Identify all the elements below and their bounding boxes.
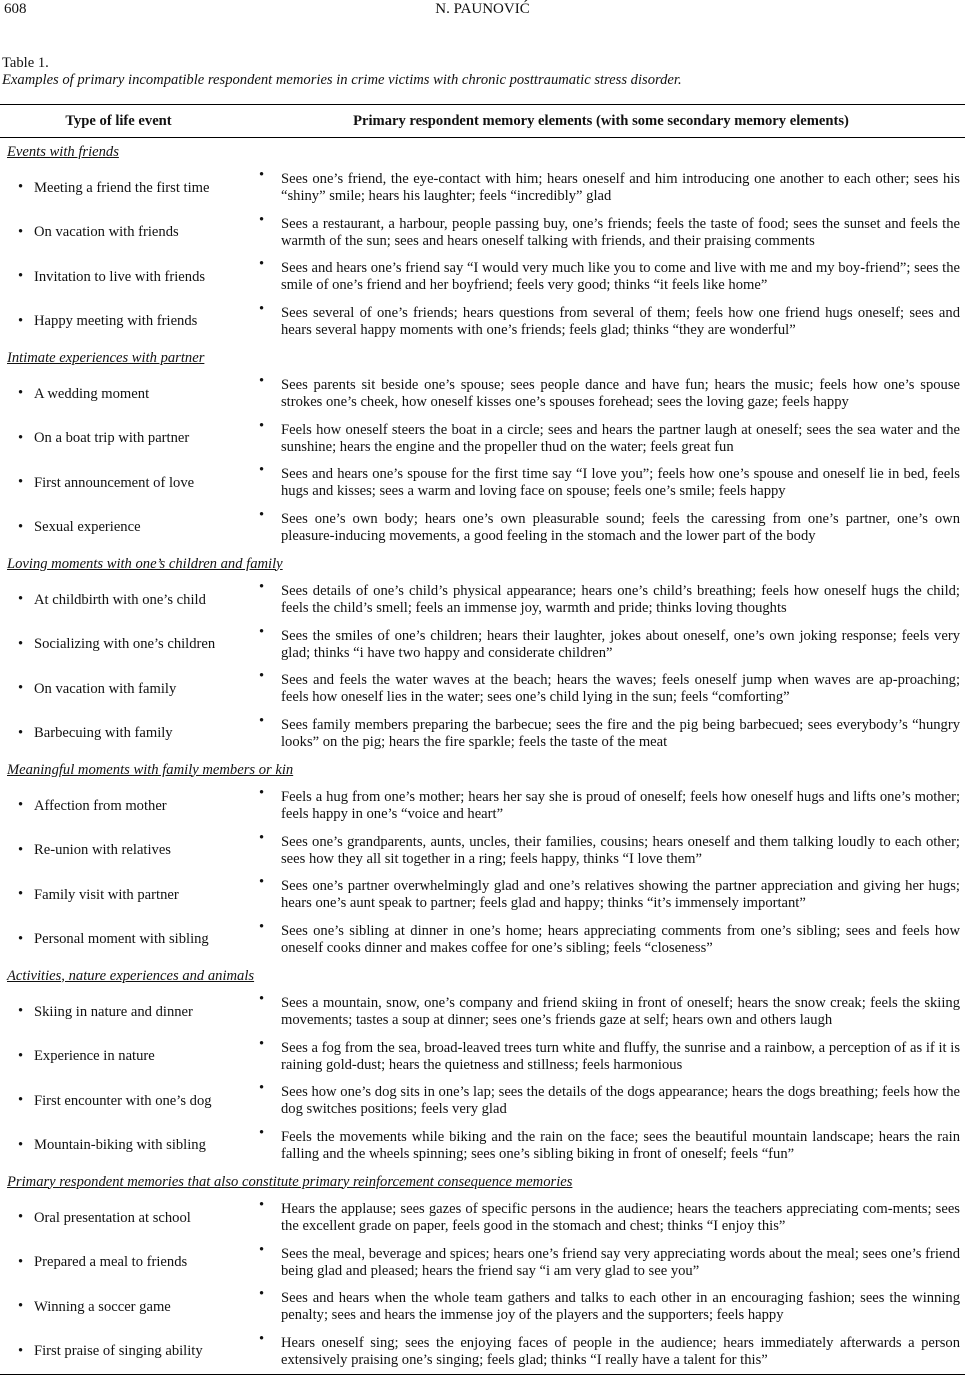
table-row [0, 1196, 965, 1241]
running-header-author: N. PAUNOVIĆ [435, 1, 530, 17]
memory-elements-cell: • Sees and hears when the whole team gathers and talks to each other in an encouraging fashion; sees the winning penalty; sees and hears the immense joy of the players and the supporters; feels happy [237, 1285, 965, 1330]
memory-elements-cell: • Hears oneself sing; sees the enjoying faces of people in the audience; hears immediately afterwards a person extensively praising one’s singing; feels glad; thinks “I really have a talent for this” [237, 1330, 965, 1375]
memory-elements-cell: • Sees and hears one’s friend say “I would very much like you to come and live with me and my boy-friend”; sees the smile of one’s friend and her boyfriend; feels very good; thinks “it feels like home” [237, 255, 965, 300]
life-event-cell: • On a boat trip with partner [0, 417, 237, 462]
memory-elements-cell: • Sees the meal, beverage and spices; hears one’s friend say very appreciating words about the meal; sees one’s friend being glad and pleased; hears the friend say “i am very glad to see you” [237, 1241, 965, 1286]
life-event-cell: • At childbirth with one’s child [0, 578, 237, 623]
life-event-cell: • Barbecuing with family [0, 712, 237, 757]
life-event-cell: • Family visit with partner [0, 873, 237, 918]
table-row [0, 1124, 965, 1169]
column-header-memory: Primary respondent memory elements (with some secondary memory elements) [237, 105, 965, 138]
section-row [0, 756, 965, 784]
table-row [0, 1241, 965, 1286]
life-event-cell: • Winning a soccer game [0, 1285, 237, 1330]
memory-elements-cell: • Sees a fog from the sea, broad-leaved trees turn white and fluffy, the sunrise and a rainbow, a perception of as if it is raining gold-dust; hears the quietness and stillness; feels harmonious [237, 1035, 965, 1080]
page-number: 608 [4, 1, 27, 17]
memory-elements-cell: • Sees and hears one’s spouse for the first time say “I love you”; feels how one’s spouse and oneself lie in bed, feels hugs and kisses; sees a warm and loving face on spouse; feels one’s smile; feels happy [237, 461, 965, 506]
table-row [0, 918, 965, 963]
life-event-cell: • Invitation to live with friends [0, 255, 237, 300]
memory-elements-cell: • Sees a mountain, snow, one’s company and friend skiing in front of oneself; hears the snow creak; feels the skiing movements; tastes a soup at dinner; sees one’s friends gaze at self; hears own and others laugh [237, 990, 965, 1035]
section-row [0, 138, 965, 167]
table-row [0, 211, 965, 256]
table-caption: Examples of primary incompatible respondent memories in crime victims with chronic posttraumatic stress disorder. [2, 72, 682, 88]
table-row [0, 417, 965, 462]
section-title: Activities, nature experiences and animals [7, 967, 255, 984]
memory-elements-cell: • Sees one’s own body; hears one’s own pleasurable sound; feels the caressing from one’s partner, one’s own pleasure-inducing movements, a good feeling in the stomach and the lower part of the body [237, 506, 965, 551]
section-title: Meaningful moments with family members or kin [7, 761, 294, 778]
life-event-cell: • Prepared a meal to friends [0, 1241, 237, 1286]
memory-elements-cell: • Sees several of one’s friends; hears questions from several of them; feels how one friend hugs oneself; sees and hears several happy moments with one’s friends; feels glad; thinks “they are wonderful” [237, 300, 965, 345]
table-header-row [0, 105, 965, 138]
table-row [0, 1035, 965, 1080]
memory-elements-cell: • Feels a hug from one’s mother; hears her say she is proud of oneself; feels how oneself hugs and lifts one’s mother; feels happy in one’s “voice and heart” [237, 784, 965, 829]
memory-elements-cell: • Sees parents sit beside one’s spouse; sees people dance and have fun; hears the music; feels how one’s spouse strokes one’s cheek, how oneself kisses one’s spouses forehead; sees the loving gaze; feels happy [237, 372, 965, 417]
table-row [0, 873, 965, 918]
memories-table [0, 104, 965, 1375]
memory-elements-cell: • Sees and feels the water waves at the beach; hears the waves; feels oneself jump when waves are ap-proaching; feels how oneself lies in the water; sees one’s child lying in the sun; feels “comforting” [237, 667, 965, 712]
section-title: Events with friends [7, 143, 119, 160]
section-title: Primary respondent memories that also constitute primary reinforcement consequence memories [7, 1173, 573, 1190]
life-event-cell: • Experience in nature [0, 1035, 237, 1080]
table-row [0, 166, 965, 211]
memory-elements-cell: • Sees details of one’s child’s physical appearance; hears one’s child’s breathing; feels how oneself hugs the child; feels the child’s smell; feels an immense joy, warmth and pride; thinks loving thoughts [237, 578, 965, 623]
section-row [0, 1168, 965, 1196]
table-row [0, 255, 965, 300]
life-event-cell: • First announcement of love [0, 461, 237, 506]
life-event-cell: • Mountain-biking with sibling [0, 1124, 237, 1169]
table-row [0, 1330, 965, 1375]
table-row [0, 461, 965, 506]
life-event-cell: • On vacation with friends [0, 211, 237, 256]
section-row [0, 550, 965, 578]
life-event-cell: • Re-union with relatives [0, 829, 237, 874]
life-event-cell: • Skiing in nature and dinner [0, 990, 237, 1035]
memory-elements-cell: • Sees one’s grandparents, aunts, uncles, their families, cousins; hears oneself and them talking loudly to each other; sees how they all sit together in a ring; feels happy, thinks “I love them” [237, 829, 965, 874]
table-row [0, 667, 965, 712]
table-row [0, 578, 965, 623]
table-row [0, 623, 965, 668]
table-row [0, 990, 965, 1035]
life-event-cell: • Happy meeting with friends [0, 300, 237, 345]
memory-elements-cell: • Sees how one’s dog sits in one’s lap; sees the details of the dogs appearance; hears the dogs breathing; feels how the dog switches positions; feels very glad [237, 1079, 965, 1124]
memory-elements-cell: • Sees one’s partner overwhelmingly glad and one’s relatives showing the partner appreciation and giving her hugs; hears one’s aunt speak to partner; feels glad and happy; thinks “it’s immensely important” [237, 873, 965, 918]
life-event-cell: • On vacation with family [0, 667, 237, 712]
life-event-cell: • Affection from mother [0, 784, 237, 829]
memory-elements-cell: • Feels how oneself steers the boat in a circle; sees and hears the partner laugh at oneself; sees the sea water and the sunshine; hears the engine and the propeller thud on the water; feels great fun [237, 417, 965, 462]
table-row [0, 829, 965, 874]
life-event-cell: • Personal moment with sibling [0, 918, 237, 963]
memory-elements-cell: • Sees a restaurant, a harbour, people passing buy, one’s friends; feels the taste of food; sees the sunset and feels the warmth of the sun; sees and hears oneself talking with friends, and their praising comments [237, 211, 965, 256]
life-event-cell: • Sexual experience [0, 506, 237, 551]
life-event-cell: • First encounter with one’s dog [0, 1079, 237, 1124]
memory-elements-cell: • Sees one’s friend, the eye-contact with him; hears oneself and him introducing one another to each other; sees his “shiny” smile; hears his laughter; feels “incredibly” glad [237, 166, 965, 211]
life-event-cell: • A wedding moment [0, 372, 237, 417]
table-row [0, 506, 965, 551]
memory-elements-cell: • Hears the applause; sees gazes of specific persons in the audience; hears the teachers appreciating com-ments; sees the excellent grade on paper, feels good in the stomach and chest; thinks “I enjoy this” [237, 1196, 965, 1241]
table-label: Table 1. [2, 55, 49, 71]
life-event-cell: • First praise of singing ability [0, 1330, 237, 1375]
section-row [0, 344, 965, 372]
table-row [0, 784, 965, 829]
life-event-cell: • Socializing with one’s children [0, 623, 237, 668]
table-row [0, 1285, 965, 1330]
table-row [0, 1079, 965, 1124]
memory-elements-cell: • Sees the smiles of one’s children; hears their laughter, jokes about oneself, one’s own joking response; feels very glad; thinks “i have two happy and considerate children” [237, 623, 965, 668]
column-header-event: Type of life event [0, 105, 237, 138]
section-title: Loving moments with one’s children and family [7, 555, 283, 572]
section-title: Intimate experiences with partner [7, 349, 205, 366]
memory-elements-cell: • Sees family members preparing the barbecue; sees the fire and the pig being barbecued; sees everybody’s “hungry looks” on the pig; hears the fire sparkle; feels the taste of the meat [237, 712, 965, 757]
table-row [0, 372, 965, 417]
table-body [0, 138, 965, 1375]
section-row [0, 962, 965, 990]
table-row [0, 300, 965, 345]
memory-elements-cell: • Sees one’s sibling at dinner in one’s home; hears appreciating comments from one’s sibling; sees and feels how oneself cooks dinner and makes coffee for one’s sibling; feels “closeness” [237, 918, 965, 963]
life-event-cell: • Oral presentation at school [0, 1196, 237, 1241]
memory-elements-cell: • Feels the movements while biking and the rain on the face; sees the beautiful mountain landscape; hears the rain falling and the wheels spinning; sees one’s sibling biking in front of oneself; feels “fun” [237, 1124, 965, 1169]
life-event-cell: • Meeting a friend the first time [0, 166, 237, 211]
table-row [0, 712, 965, 757]
